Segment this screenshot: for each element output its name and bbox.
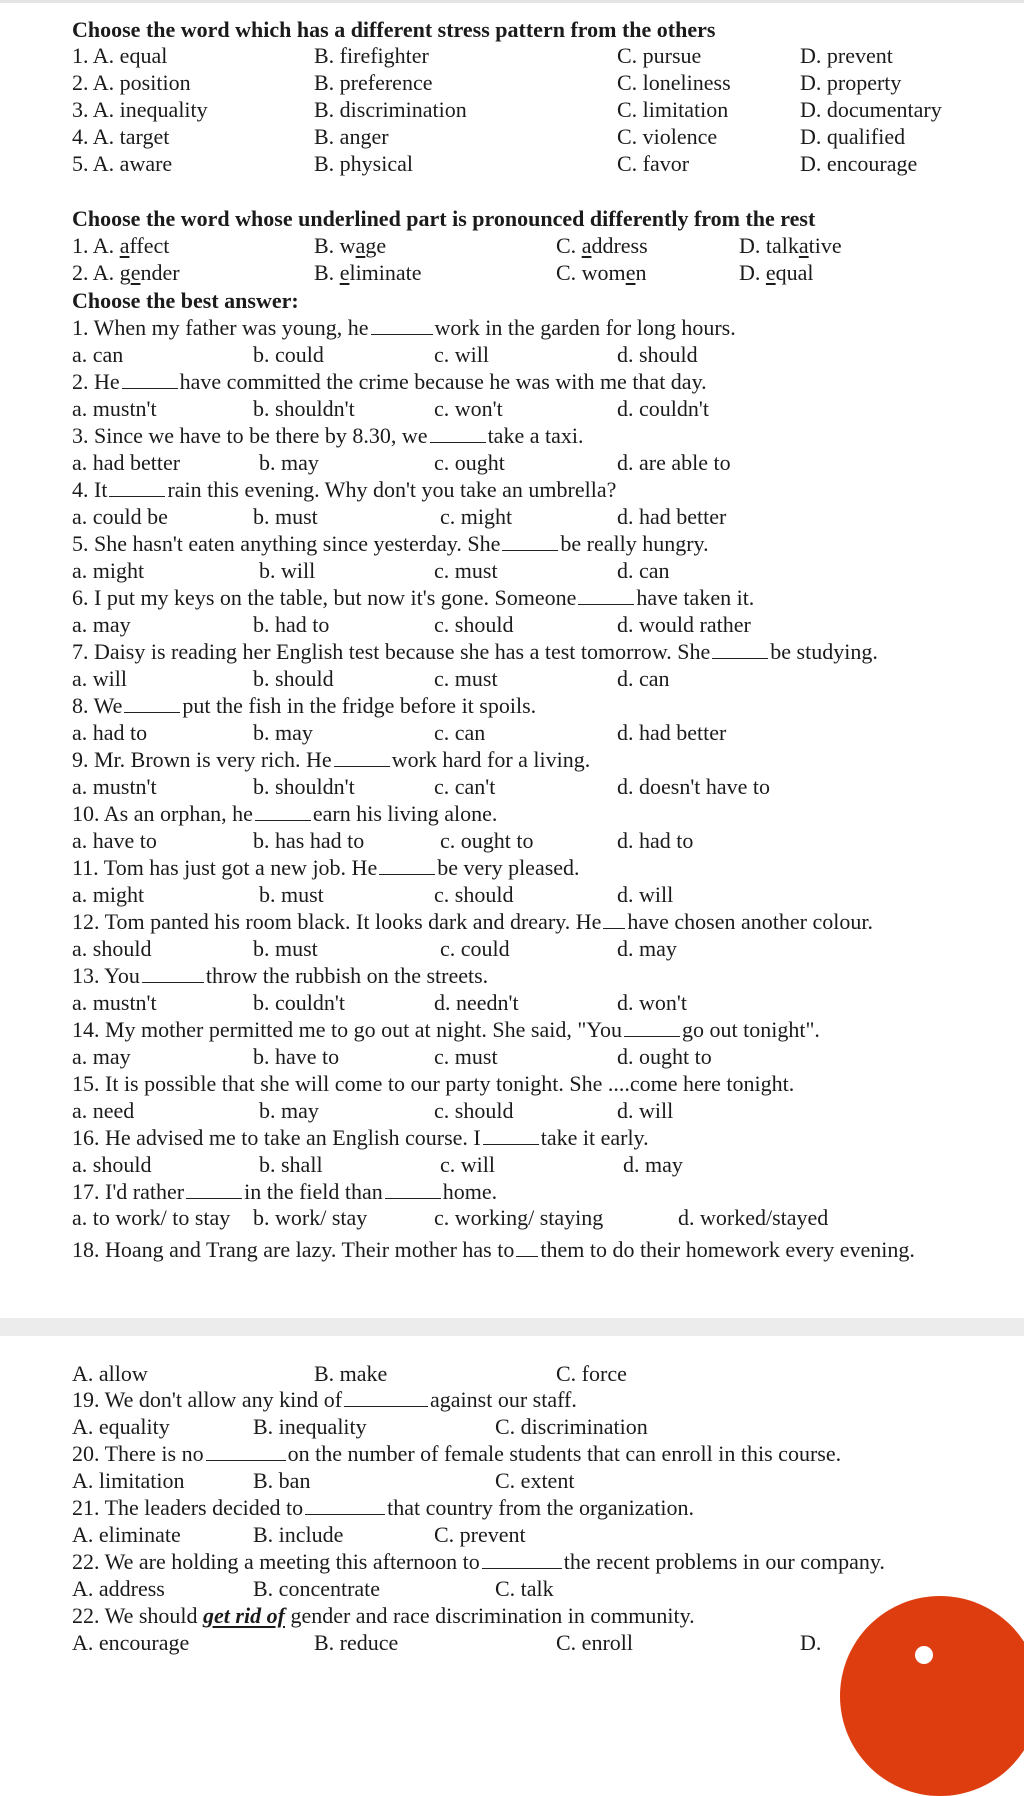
answer-blank (712, 640, 768, 659)
answer-option: a. should (72, 1152, 152, 1177)
stress-option: D. property (800, 70, 902, 95)
answer-option: c. ought to (440, 828, 534, 853)
answer-option: B. concentrate (253, 1576, 381, 1601)
answer-blank (483, 1126, 539, 1145)
question-15: 15. It is possible that she will come to our party tonight. She ....come here tonight. (72, 1071, 795, 1096)
question-8: 8. We put the fish in the fridge before it spoils. (72, 693, 537, 718)
answer-option: C. talk (495, 1576, 554, 1601)
answer-option: c. might (440, 504, 513, 529)
pron-option: D. talkative (739, 233, 842, 258)
pron-option: D. equal (739, 260, 814, 285)
stamp-dot (915, 1646, 933, 1664)
answer-option: b. must (259, 882, 324, 907)
stress-option: C. favor (617, 151, 690, 176)
answer-option: A. equality (72, 1414, 170, 1439)
pron-option: B. wage (314, 233, 387, 258)
answer-option: d. are able to (617, 450, 731, 475)
question-17: 17. I'd rather in the field than home. (72, 1179, 498, 1204)
pron-option: 2. A. gender (72, 260, 180, 285)
answer-option: d. may (617, 936, 677, 961)
answer-option: B. reduce (314, 1630, 399, 1655)
answer-option: B. inequality (253, 1414, 367, 1439)
question-22-synonym: 22. We should get rid of gender and race discrimination in community. (72, 1603, 695, 1628)
answer-option: d. can (617, 666, 670, 691)
answer-blank (430, 424, 486, 443)
stress-option: C. violence (617, 124, 718, 149)
answer-option: B. include (253, 1522, 344, 1547)
pron-option: C. address (556, 233, 648, 258)
answer-option: d. can (617, 558, 670, 583)
answer-option: b. should (253, 666, 334, 691)
answer-option: A. eliminate (72, 1522, 181, 1547)
answer-option: d. would rather (617, 612, 751, 637)
answer-option: c. should (434, 612, 514, 637)
question-21: 21. The leaders decided to that country from the organization. (72, 1495, 695, 1520)
answer-blank (334, 748, 390, 767)
answer-option: A. allow (72, 1361, 148, 1386)
question-13: 13. You throw the rubbish on the streets. (72, 963, 489, 988)
answer-option: C. discrimination (495, 1414, 648, 1439)
answer-blank (379, 856, 435, 875)
answer-option: d. may (623, 1152, 683, 1177)
answer-option: a. need (72, 1098, 135, 1123)
answer-blank (624, 1018, 680, 1037)
answer-option: c. will (434, 342, 489, 367)
question-10: 10. As an orphan, he earn his living alone. (72, 801, 498, 826)
stress-option: B. anger (314, 124, 389, 149)
answer-option: C. enroll (556, 1630, 633, 1655)
question-18: 18. Hoang and Trang are lazy. Their mother has to them to do their homework every evening. (72, 1237, 915, 1262)
answer-option: d. will (617, 882, 674, 907)
answer-option: b. must (253, 936, 318, 961)
answer-option: a. to work/ to stay (72, 1205, 231, 1230)
answer-option: c. ought (434, 450, 505, 475)
answer-blank (142, 964, 204, 983)
answer-option: b. may (259, 1098, 319, 1123)
question-11: 11. Tom has just got a new job. He be very pleased. (72, 855, 580, 880)
answer-option: c. must (434, 1044, 498, 1069)
answer-option: c. should (434, 882, 514, 907)
pron-option: 1. A. affect (72, 233, 170, 258)
answer-option: b. must (253, 504, 318, 529)
answer-option: a. mustn't (72, 396, 157, 421)
answer-option: a. will (72, 666, 127, 691)
answer-option: a. might (72, 558, 145, 583)
answer-option: b. had to (253, 612, 330, 637)
stress-option: 4. A. target (72, 124, 170, 149)
answer-option: d. had better (617, 504, 727, 529)
answer-blank (502, 532, 558, 551)
question-16: 16. He advised me to take an English course. I take it early. (72, 1125, 649, 1150)
answer-option: d. will (617, 1098, 674, 1123)
answer-option: d. needn't (434, 990, 519, 1015)
answer-blank (122, 370, 178, 389)
answer-blank (124, 694, 180, 713)
stress-option: B. preference (314, 70, 433, 95)
answer-option: a. had better (72, 450, 181, 475)
answer-option: B. ban (253, 1468, 311, 1493)
answer-option: d. worked/stayed (678, 1205, 829, 1230)
answer-option: b. has had to (253, 828, 365, 853)
answer-option: c. could (440, 936, 510, 961)
question-22: 22. We are holding a meeting this afternoon to the recent problems in our company. (72, 1549, 885, 1574)
answer-blank (344, 1388, 428, 1407)
answer-option: c. won't (434, 396, 503, 421)
stress-option: D. prevent (800, 43, 893, 68)
answer-option: b. may (253, 720, 313, 745)
answer-option: a. might (72, 882, 145, 907)
stress-option: B. firefighter (314, 43, 429, 68)
red-circle-stamp (840, 1596, 1024, 1796)
answer-option: b. may (259, 450, 319, 475)
answer-option: b. could (253, 342, 324, 367)
answer-option: a. had to (72, 720, 148, 745)
question-20: 20. There is no on the number of female students that can enroll in this course. (72, 1441, 842, 1466)
question-3: 3. Since we have to be there by 8.30, we take a taxi. (72, 423, 584, 448)
answer-option: b. shall (259, 1152, 323, 1177)
answer-blank (578, 586, 634, 605)
stress-option: D. documentary (800, 97, 942, 122)
answer-option: a. mustn't (72, 774, 157, 799)
pronunciation-section-heading: Choose the word whose underlined part is pronounced differently from the rest (72, 206, 816, 231)
answer-option: D. (800, 1630, 822, 1655)
stress-section-heading: Choose the word which has a different stress pattern from the others (72, 17, 716, 42)
answer-blank (186, 1180, 242, 1199)
answer-option: d. couldn't (617, 396, 709, 421)
answer-option: d. doesn't have to (617, 774, 771, 799)
stress-option: B. physical (314, 151, 413, 176)
answer-blank (305, 1496, 385, 1515)
answer-option: A. encourage (72, 1630, 190, 1655)
answer-blank (482, 1550, 562, 1569)
best-answer-section-heading: Choose the best answer: (72, 288, 299, 313)
answer-blank (109, 478, 165, 497)
answer-option: A. limitation (72, 1468, 185, 1493)
pron-option: B. eliminate (314, 260, 422, 285)
answer-option: b. shouldn't (253, 774, 355, 799)
answer-option: d. won't (617, 990, 687, 1015)
answer-option: c. working/ staying (434, 1205, 604, 1230)
question-7: 7. Daisy is reading her English test because she has a test tomorrow. She be studying. (72, 639, 878, 664)
answer-option: b. couldn't (253, 990, 345, 1015)
answer-blank (255, 802, 311, 821)
question-12: 12. Tom panted his room black. It looks dark and dreary. He have chosen another colour. (72, 909, 873, 934)
answer-option: c. must (434, 558, 498, 583)
answer-option: a. have to (72, 828, 157, 853)
emphasized-phrase: get rid of (203, 1603, 285, 1628)
question-1: 1. When my father was young, he work in the garden for long hours. (72, 315, 736, 340)
answer-blank (516, 1238, 538, 1257)
question-9: 9. Mr. Brown is very rich. He work hard for a living. (72, 747, 591, 772)
answer-option: b. will (259, 558, 316, 583)
answer-option: a. may (72, 612, 131, 637)
answer-option: d. ought to (617, 1044, 712, 1069)
stress-option: 5. A. aware (72, 151, 173, 176)
answer-option: a. can (72, 342, 124, 367)
stress-option: B. discrimination (314, 97, 467, 122)
answer-blank (371, 316, 433, 335)
question-4: 4. It rain this evening. Why don't you take an umbrella? (72, 477, 617, 502)
stress-option: C. limitation (617, 97, 729, 122)
answer-option: b. work/ stay (253, 1205, 368, 1230)
answer-option: b. shouldn't (253, 396, 355, 421)
stress-option: 1. A. equal (72, 43, 168, 68)
pron-option: C. women (556, 260, 647, 285)
question-6: 6. I put my keys on the table, but now it's gone. Someone have taken it. (72, 585, 755, 610)
stress-option: D. encourage (800, 151, 918, 176)
answer-option: b. have to (253, 1044, 340, 1069)
question-14: 14. My mother permitted me to go out at night. She said, "You go out tonight". (72, 1017, 820, 1042)
answer-option: d. had to (617, 828, 694, 853)
answer-option: c. can't (434, 774, 496, 799)
answer-blank (385, 1180, 441, 1199)
stress-option: C. loneliness (617, 70, 731, 95)
answer-option: a. should (72, 936, 152, 961)
question-19: 19. We don't allow any kind of against our staff. (72, 1387, 577, 1412)
answer-option: C. prevent (434, 1522, 526, 1547)
stress-option: D. qualified (800, 124, 906, 149)
question-5: 5. She hasn't eaten anything since yesterday. She be really hungry. (72, 531, 709, 556)
answer-option: A. address (72, 1576, 165, 1601)
answer-option: a. could be (72, 504, 168, 529)
answer-option: C. force (556, 1361, 627, 1386)
answer-option: c. can (434, 720, 486, 745)
stress-option: 3. A. inequality (72, 97, 208, 122)
answer-option: B. make (314, 1361, 388, 1386)
page-separator (0, 1318, 1024, 1336)
answer-option: d. had better (617, 720, 727, 745)
stress-option: 2. A. position (72, 70, 191, 95)
answer-option: a. may (72, 1044, 131, 1069)
answer-blank (206, 1442, 286, 1461)
answer-option: d. should (617, 342, 698, 367)
answer-option: c. should (434, 1098, 514, 1123)
answer-blank (603, 910, 625, 929)
answer-option: C. extent (495, 1468, 575, 1493)
answer-option: c. must (434, 666, 498, 691)
answer-option: a. mustn't (72, 990, 157, 1015)
answer-option: c. will (440, 1152, 495, 1177)
stress-option: C. pursue (617, 43, 702, 68)
question-2: 2. He have committed the crime because he was with me that day. (72, 369, 707, 394)
